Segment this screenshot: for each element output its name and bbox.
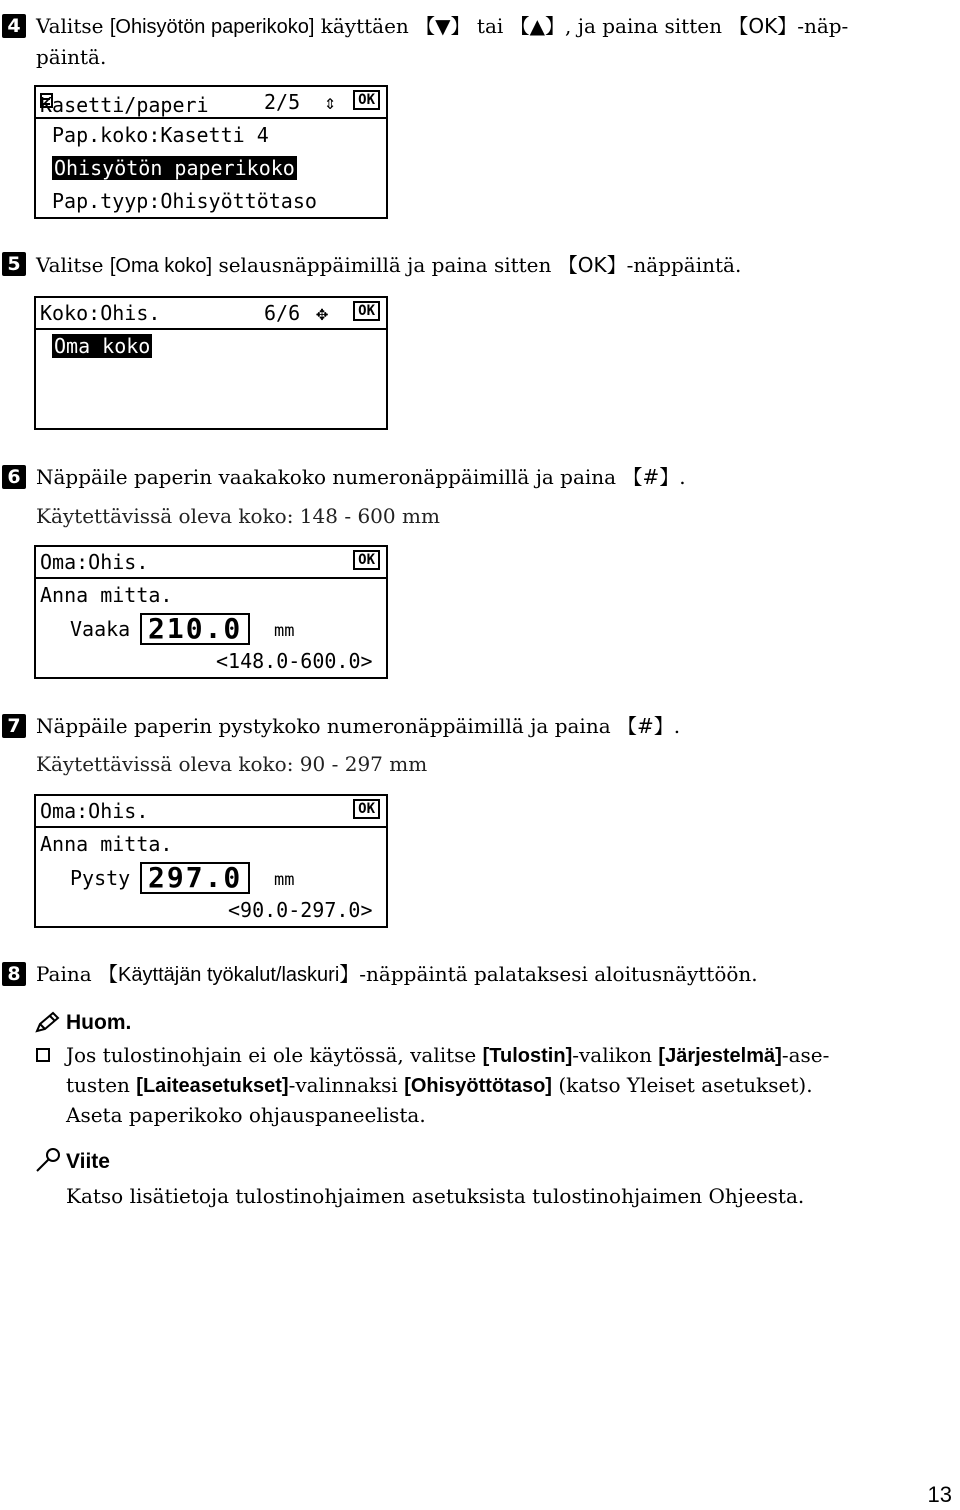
- lcd-unit: mm: [274, 870, 295, 890]
- lcd-panel-width-entry: [34, 545, 388, 679]
- step-6-text: [36, 462, 916, 492]
- note-part-b: -valikon: [572, 1043, 659, 1067]
- step-6-end: .: [679, 465, 686, 489]
- length-value-field[interactable]: 297.0: [140, 862, 250, 894]
- pencil-icon: [34, 1010, 62, 1034]
- scroll-updown-icon: ⇕: [324, 90, 337, 114]
- step-7-available-size: Käytettävissä oleva koko: 90 - 297 mm: [36, 752, 428, 776]
- lcd-line-bypass-size-selected[interactable]: Ohisyötön paperikoko: [54, 156, 295, 180]
- width-value-field[interactable]: 210.0: [140, 613, 250, 645]
- step-8-part-2: -näppäintä palataksesi aloitusnäyttöön.: [359, 962, 758, 986]
- hash-key: 【#】: [616, 714, 674, 738]
- lcd-length-label: Pysty: [70, 866, 131, 890]
- key-tulostin: [Tulostin]: [482, 1045, 573, 1067]
- lcd-page-indicator: 2/5: [264, 90, 301, 114]
- lcd-line-oma-koko-selected[interactable]: Oma koko: [54, 334, 151, 358]
- lcd-prompt: Anna mitta.: [40, 832, 173, 856]
- key-laiteasetukset: [Laiteasetukset]: [136, 1075, 289, 1097]
- note-body: [66, 1041, 906, 1130]
- lcd-header: [36, 796, 386, 828]
- lcd-line-paper-size[interactable]: Pap.koko:Kasetti 4: [52, 123, 269, 147]
- lcd-header: [36, 547, 386, 579]
- step-4-part-3: tai: [470, 14, 510, 38]
- lcd-line-paper-type[interactable]: Pap.tyyp:Ohisyöttötaso: [52, 189, 317, 213]
- note-part-f: (katso Yleiset asetukset).: [551, 1073, 813, 1097]
- ok-button[interactable]: OK: [353, 550, 380, 570]
- down-key: 【▼】: [415, 14, 471, 38]
- hash-key: 【#】: [622, 465, 680, 489]
- lcd-panel-kasetti-paperi: [34, 85, 388, 219]
- step-number-4: 4: [2, 14, 26, 38]
- lcd-title: Oma:Ohis.: [40, 550, 149, 574]
- key-jarjestelma: [Järjestelmä]: [658, 1045, 782, 1067]
- step-7-end: .: [673, 714, 681, 738]
- ok-key: 【OK】: [557, 253, 627, 277]
- lcd-page-indicator: 6/6: [264, 301, 301, 325]
- step-7-text: [36, 711, 916, 741]
- step-7-instruction: Näppäile paperin pystykoko numeronäppäimillä ja paina: [36, 714, 617, 738]
- step-4-text: [36, 11, 916, 72]
- scroll-all-directions-icon: ✥: [316, 301, 329, 325]
- step-5-part-1: Valitse: [36, 253, 110, 277]
- step-6-available-size: Käytettävissä oleva koko: 148 - 600 mm: [36, 504, 440, 528]
- step-number-5: 5: [2, 252, 26, 276]
- step-4-part-4: , ja paina sitten: [565, 14, 729, 38]
- note-part-e: -valinnaksi: [288, 1073, 405, 1097]
- lcd-range: <148.0-600.0>: [216, 649, 373, 673]
- step-number-6: 6: [2, 465, 26, 489]
- ok-button[interactable]: OK: [353, 90, 380, 110]
- note-part-g: Aseta paperikoko ohjauspaneelista.: [66, 1103, 426, 1127]
- lcd-width-label: Vaaka: [70, 617, 131, 641]
- lcd-unit: mm: [274, 621, 295, 641]
- reference-text: Katso lisätietoja tulostinohjaimen asetuksista tulostinohjaimen Ohjeesta.: [66, 1184, 805, 1208]
- step-5-part-3: -näppäintä.: [626, 253, 742, 277]
- key-oma-koko: [Oma koko]: [109, 255, 213, 277]
- lcd-header: [36, 87, 386, 119]
- note-title: Huom.: [66, 1011, 132, 1034]
- key-ohisyoton-paperikoko: [Ohisyötön paperikoko]: [109, 16, 315, 38]
- magnifier-icon: [34, 1146, 64, 1174]
- page-number: 13: [927, 1482, 952, 1507]
- lcd-title: Oma:Ohis.: [40, 799, 149, 823]
- reference-title: Viite: [66, 1150, 110, 1173]
- lcd-panel-length-entry: [34, 794, 388, 928]
- step-4-part-2: käyttäen: [314, 14, 416, 38]
- key-user-tools-counter: 【Käyttäjän työkalut/laskuri】: [98, 964, 360, 986]
- lcd-title: Kasetti/paperi: [40, 93, 209, 117]
- step-5-text: [36, 250, 916, 281]
- step-4-part-1: Valitse: [36, 14, 110, 38]
- step-6-instruction: Näppäile paperin vaakakoko numeronäppäimillä ja paina: [36, 465, 623, 489]
- lcd-prompt: Anna mitta.: [40, 583, 173, 607]
- note-part-c: -ase-: [781, 1043, 830, 1067]
- up-key: 【▲】: [509, 14, 566, 38]
- step-8-part-1: Paina: [36, 962, 99, 986]
- note-part-a: Jos tulostinohjain ei ole käytössä, valitse: [66, 1043, 483, 1067]
- ok-button[interactable]: OK: [353, 301, 380, 321]
- lcd-panel-koko-ohis: [34, 296, 388, 430]
- step-8-text: [36, 959, 916, 990]
- lcd-range: <90.0-297.0>: [228, 898, 373, 922]
- note-part-d: tusten: [66, 1073, 137, 1097]
- ok-button[interactable]: OK: [353, 799, 380, 819]
- lcd-header: [36, 298, 386, 330]
- step-number-8: 8: [2, 962, 26, 986]
- lcd-title: Koko:Ohis.: [40, 301, 161, 325]
- bullet-box-icon: [36, 1048, 50, 1062]
- step-4-part-5: -näp-: [797, 14, 849, 38]
- ok-key: 【OK】: [728, 14, 798, 38]
- step-number-7: 7: [2, 714, 26, 738]
- key-ohisyottotaso: [Ohisyöttötaso]: [404, 1075, 552, 1097]
- step-5-part-2: selausnäppäimillä ja paina sitten: [212, 253, 558, 277]
- step-4-part-6: päintä.: [36, 45, 107, 69]
